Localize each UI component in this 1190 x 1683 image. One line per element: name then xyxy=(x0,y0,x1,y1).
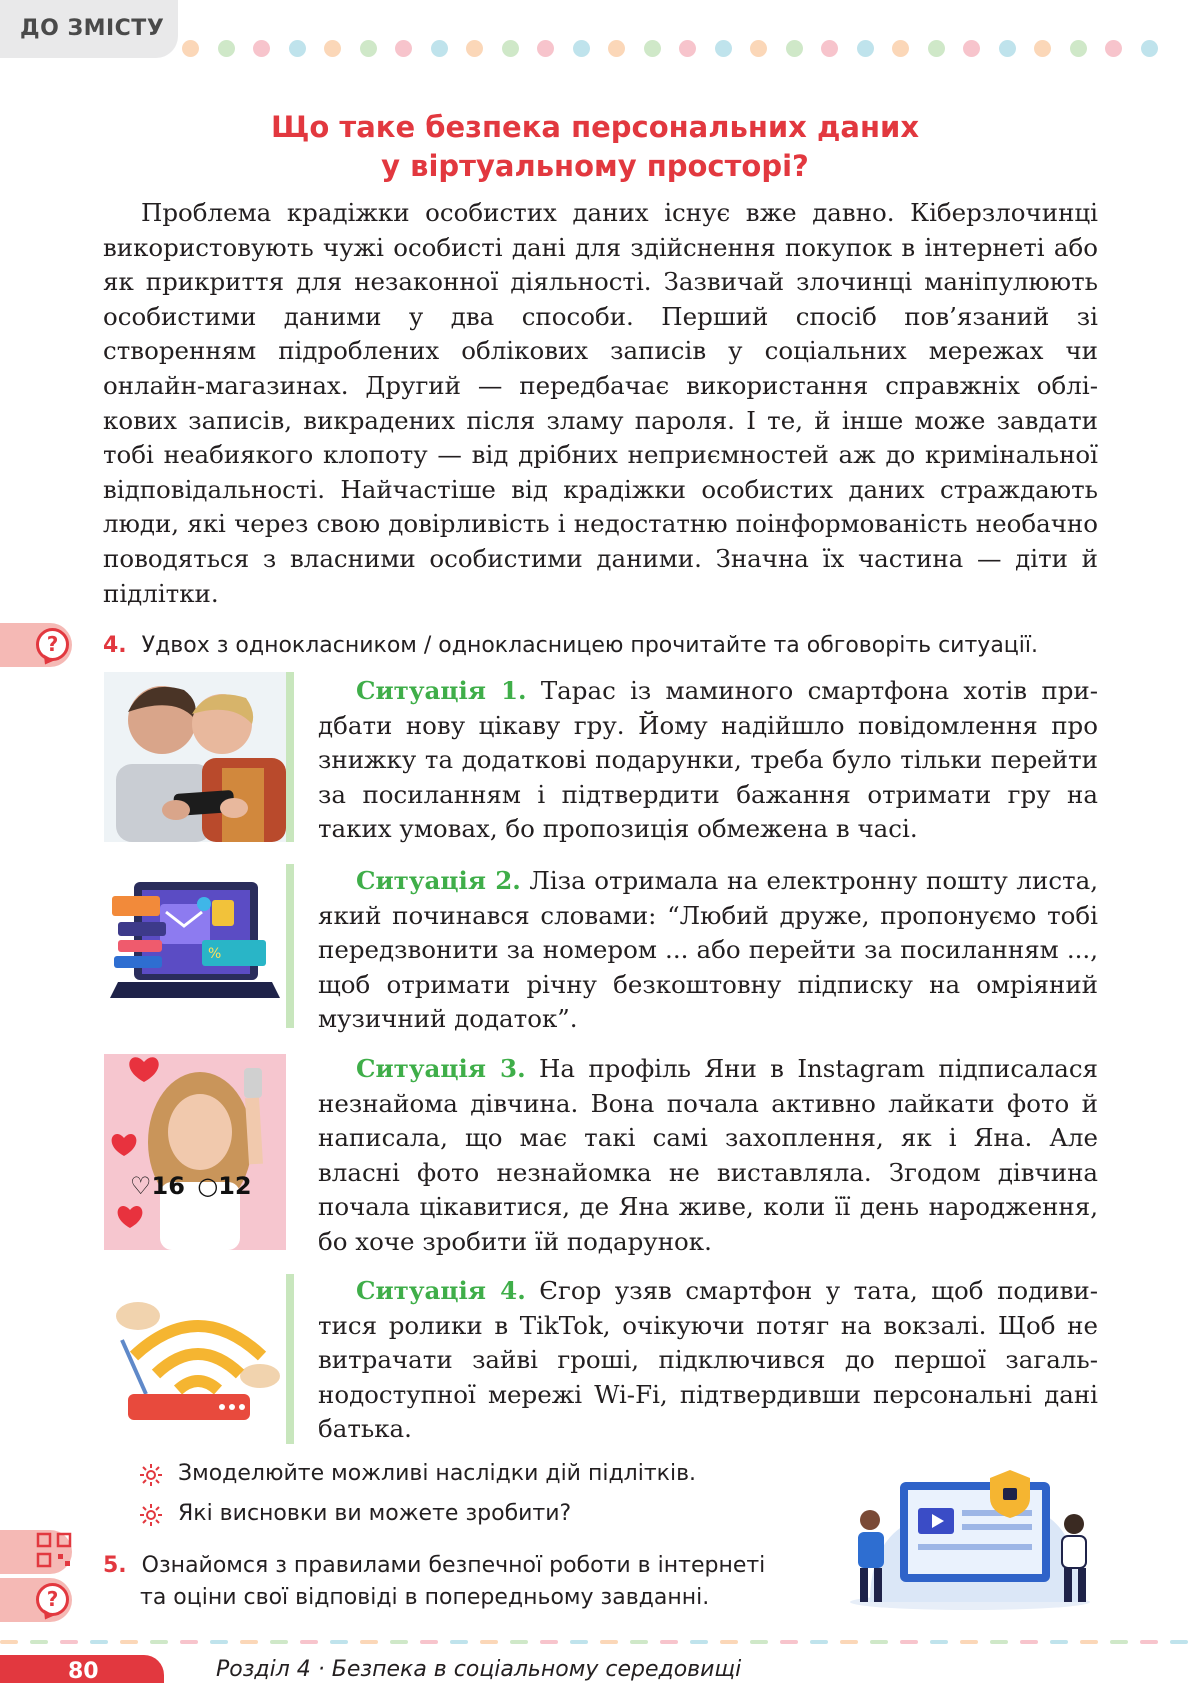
decorative-dot xyxy=(360,40,377,57)
decorative-dot xyxy=(573,40,590,57)
decorative-dot xyxy=(644,40,661,57)
decorative-dash xyxy=(90,1640,108,1644)
qr-code-icon[interactable] xyxy=(36,1532,72,1568)
post-stats xyxy=(130,1172,252,1200)
sun-bullet-icon xyxy=(140,1464,162,1486)
decorative-dash xyxy=(180,1640,198,1644)
decorative-dot xyxy=(857,40,874,57)
decorative-dash xyxy=(900,1640,918,1644)
situation-2-label: Ситуація 2. xyxy=(356,866,521,895)
discussion-questions xyxy=(140,1458,696,1538)
decorative-dash xyxy=(1050,1640,1068,1644)
decorative-dot xyxy=(537,40,554,57)
boys-with-phone-illustration xyxy=(104,672,286,842)
decorative-dash xyxy=(510,1640,528,1644)
situation-4-label: Ситуація 4. xyxy=(356,1276,526,1305)
decorative-dash xyxy=(60,1640,78,1644)
heart-icon: ♡ xyxy=(130,1172,152,1200)
situation-3-text: На профіль Яни в Instagram підписалася незнайома дівчина. Вона почала активно лайкати фото й написала, що має такі самі захоплення, як і Яна. Але власні фото незнайомка не виставляла. Згодом дівчина почала цікавитися, де Яна живе, коли її день народження, бо хоче зробити їй подарунок. xyxy=(318,1054,1098,1256)
decorative-dash xyxy=(1170,1640,1188,1644)
decorative-dot xyxy=(821,40,838,57)
wifi-router-illustration xyxy=(104,1276,286,1430)
bullet-item xyxy=(140,1458,696,1498)
task-5-line-1: Ознайомся з правилами безпечної роботи в інтернеті xyxy=(141,1553,766,1578)
decorative-dash xyxy=(960,1640,978,1644)
decorative-dash xyxy=(1080,1640,1098,1644)
decorative-dot xyxy=(999,40,1016,57)
decorative-dash xyxy=(420,1640,438,1644)
decorative-dot xyxy=(395,40,412,57)
situation-3 xyxy=(318,1052,1098,1260)
decorative-dash xyxy=(630,1640,648,1644)
decorative-dot xyxy=(1070,40,1087,57)
cyber-security-illustration xyxy=(840,1452,1100,1612)
situation-divider xyxy=(286,672,294,842)
decorative-dot xyxy=(1141,40,1158,57)
decorative-dash xyxy=(30,1640,48,1644)
comment-icon: ○ xyxy=(197,1172,219,1200)
decorative-dash xyxy=(690,1640,708,1644)
decorative-dot xyxy=(750,40,767,57)
bullet-text: Змоделюйте можливі наслідки дій підлітків. xyxy=(178,1461,697,1486)
decorative-dash xyxy=(660,1640,678,1644)
toc-button[interactable]: ДО ЗМІСТУ xyxy=(0,0,178,58)
decorative-dot xyxy=(431,40,448,57)
decorative-dash xyxy=(210,1640,228,1644)
decorative-dot xyxy=(892,40,909,57)
decorative-dash xyxy=(810,1640,828,1644)
title-line-2: у віртуальному просторі? xyxy=(381,149,809,183)
decorative-dash xyxy=(360,1640,378,1644)
decorative-dot xyxy=(289,40,306,57)
decorative-dot xyxy=(963,40,980,57)
decorative-dash xyxy=(780,1640,798,1644)
decorative-dash xyxy=(150,1640,168,1644)
situation-1-text: Тарас із маминого смартфона хотів придбати нову цікаву гру. Йому надійшло повідомлення про знижку та додаткові подарунки, треба було тільки перейти за посиланням і підтвердити бажання отримати гру на таких умовах, бо пропозиція обмежена в часі. xyxy=(318,676,1098,844)
decorative-dash xyxy=(570,1640,588,1644)
comments-count: 12 xyxy=(218,1172,252,1200)
situation-divider xyxy=(286,1274,294,1444)
decorative-dot xyxy=(608,40,625,57)
laptop-email-illustration xyxy=(104,870,286,1030)
decorative-dash xyxy=(870,1640,888,1644)
situation-2-text: Ліза отримала на електронну пошту листа, який починався словами: “Любий друже, пропонуємо тобі передзвонити за номером ... або перейти за посиланням ..., щоб отримати річну безкоштовну підписку на омріяний музичний додаток”. xyxy=(318,866,1098,1034)
decorative-dash xyxy=(120,1640,138,1644)
decorative-dot xyxy=(218,40,235,57)
decorative-dot xyxy=(502,40,519,57)
decorative-dash xyxy=(840,1640,858,1644)
decorative-dash xyxy=(1140,1640,1158,1644)
task-4 xyxy=(103,630,1103,662)
sun-bullet-icon xyxy=(140,1504,162,1526)
footer-dashes xyxy=(0,1640,1190,1646)
decorative-dot xyxy=(928,40,945,57)
section-title: Розділ 4 · Безпека в соціальному середовищі xyxy=(216,1657,742,1682)
decorative-dot xyxy=(253,40,270,57)
page-title xyxy=(0,108,1190,186)
decorative-dot xyxy=(786,40,803,57)
task-5-line-2: та оціни свої відповіді в попередньому завданні. xyxy=(140,1585,710,1610)
task-4-text: Удвох з однокласником / однокласницею прочитайте та обговоріть ситуації. xyxy=(141,633,1038,658)
decorative-dash xyxy=(750,1640,768,1644)
decorative-dash xyxy=(540,1640,558,1644)
likes-count: 16 xyxy=(151,1172,185,1200)
decorative-dot xyxy=(679,40,696,57)
decorative-dot xyxy=(1105,40,1122,57)
decorative-dash xyxy=(390,1640,408,1644)
bullet-item xyxy=(140,1498,696,1538)
decorative-dash xyxy=(1110,1640,1128,1644)
decorative-dash xyxy=(240,1640,258,1644)
question-icon[interactable]: ? xyxy=(36,1583,69,1616)
decorative-dash xyxy=(600,1640,618,1644)
situation-2 xyxy=(318,864,1098,1037)
situation-3-label: Ситуація 3. xyxy=(356,1054,526,1083)
decorative-dot xyxy=(715,40,732,57)
situation-4-text: Єгор узяв смартфон у тата, щоб подивитися ролики в TikTok, очікуючи потяг на вокзалі. Щоб не витрачати зайві гроші, підключився до першої загальнодоступної мережі Wi-Fi, підтвердивши персональні дані батька. xyxy=(318,1276,1098,1444)
decorative-dash xyxy=(930,1640,948,1644)
situation-1-label: Ситуація 1. xyxy=(356,676,527,705)
bullet-text: Які висновки ви можете зробити? xyxy=(178,1501,572,1526)
decorative-dot xyxy=(182,40,199,57)
decorative-dot xyxy=(466,40,483,57)
decorative-dots xyxy=(182,40,1182,58)
decorative-dash xyxy=(0,1640,18,1644)
decorative-dot xyxy=(1034,40,1051,57)
decorative-dash xyxy=(450,1640,468,1644)
decorative-dash xyxy=(990,1640,1008,1644)
situation-4 xyxy=(318,1274,1098,1447)
page-number: 80 xyxy=(0,1655,164,1683)
selfie-girl-image xyxy=(104,1054,286,1250)
task-5 xyxy=(103,1550,823,1614)
svg-text:%: % xyxy=(208,946,222,962)
selfie-girl-photo xyxy=(104,1054,286,1250)
intro-paragraph: Проблема крадіжки особистих даних існує вже давно. Кіберзлочинці використовують чужі особисті дані для здійснення покупок в інтернеті або як прикриття для незаконної діяльності. Зазвичай злочинці маніпулюють особистими даними у два способи. Перший спосіб пов’язаний зі створенням підроблених облікових записів у соціальних мережах чи онлайн-магазинах. Другий — передбачає використання справжніх облікових записів, викрадених після зламу пароля. І те, й інше може завдати тобі неабиякого клопоту — від дрібних неприємностей аж до кримінальної відповідальності. Найчастіше від крадіжки особистих даних страждають люди, які через свою довірливість і недостатню поінформованість необачно поводяться з власними особистими даними. Значна їх частина — діти й підлітки. xyxy=(103,198,1098,608)
decorative-dash xyxy=(330,1640,348,1644)
decorative-dash xyxy=(1020,1640,1038,1644)
decorative-dash xyxy=(720,1640,738,1644)
decorative-dash xyxy=(480,1640,498,1644)
title-line-1: Що таке безпека персональних даних xyxy=(270,110,920,144)
decorative-dash xyxy=(270,1640,288,1644)
situation-1 xyxy=(318,674,1098,847)
question-icon[interactable]: ? xyxy=(36,628,69,661)
task-4-number: 4. xyxy=(103,633,127,658)
decorative-dot xyxy=(324,40,341,57)
situation-divider xyxy=(286,864,294,1028)
decorative-dash xyxy=(300,1640,318,1644)
task-5-number: 5. xyxy=(103,1553,127,1578)
